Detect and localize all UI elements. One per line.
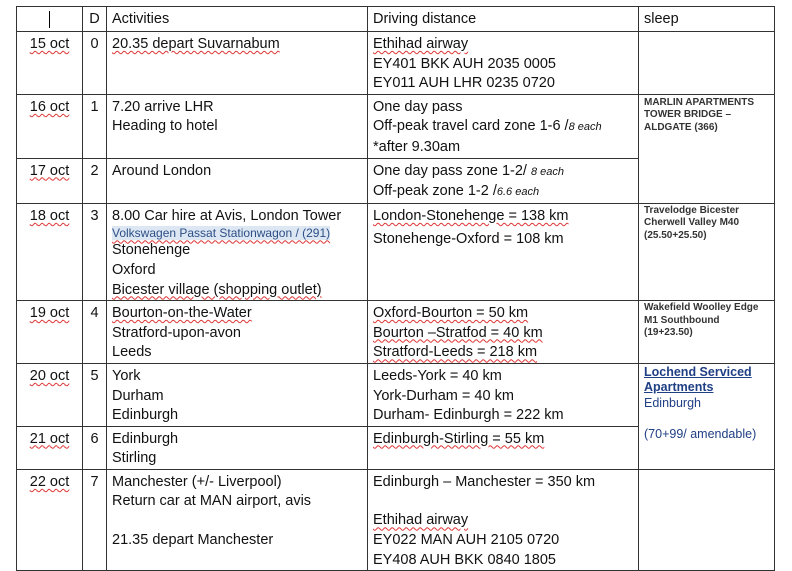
table-row bbox=[17, 301, 775, 364]
header-cell-blank bbox=[17, 7, 83, 32]
date-cell: 22 oct bbox=[17, 469, 83, 570]
lochend-price: (70+99/ amendable) bbox=[644, 426, 757, 441]
day-cell: 7 bbox=[83, 469, 107, 570]
driving-cell: Edinburgh-Stirling = 55 km bbox=[368, 426, 639, 469]
date-cell: 20 oct bbox=[17, 363, 83, 426]
day-cell: 0 bbox=[83, 32, 107, 95]
lochend-city: Edinburgh bbox=[644, 395, 701, 410]
day-cell: 1 bbox=[83, 94, 107, 158]
highlighted-car-text: Volkswagen Passat Stationwagon / (291) bbox=[112, 226, 331, 241]
header-sleep: sleep bbox=[639, 7, 775, 32]
driving-cell: One day pass Off-peak travel card zone 1-6 /8 each *after 9.30am bbox=[368, 94, 639, 158]
day-cell: 2 bbox=[83, 158, 107, 203]
lochend-name: Lochend Serviced Apartments bbox=[644, 364, 752, 395]
activities-cell: 7.20 arrive LHR Heading to hotel bbox=[107, 94, 368, 158]
driving-cell: Edinburgh – Manchester = 350 km Ethihad airway EY022 MAN AUH 2105 0720 EY408 AUH BKK 0840 1805 bbox=[368, 469, 639, 570]
table-row bbox=[17, 32, 775, 95]
day-cell: 3 bbox=[83, 203, 107, 300]
day-cell: 5 bbox=[83, 363, 107, 426]
driving-cell: Ethihad airway EY401 BKK AUH 2035 0005 EY011 AUH LHR 0235 0720 bbox=[368, 32, 639, 95]
activities-cell: Edinburgh Stirling bbox=[107, 426, 368, 469]
table-row bbox=[17, 94, 775, 158]
table-row bbox=[17, 363, 775, 426]
driving-cell: One day pass zone 1-2/ 8 each Off-peak zone 1-2 /6.6 each bbox=[368, 158, 639, 203]
activities-cell: Around London bbox=[107, 158, 368, 203]
sleep-cell-marlin: MARLIN APARTMENTS TOWER BRIDGE – ALDGATE (366) bbox=[639, 94, 775, 203]
day-cell: 4 bbox=[83, 301, 107, 364]
sleep-cell-lochend bbox=[639, 363, 775, 469]
activities-cell: 20.35 depart Suvarnabum bbox=[107, 32, 368, 95]
text-cursor bbox=[49, 11, 50, 28]
activities-cell: Manchester (+/- Liverpool) Return car at MAN airport, avis 21.35 depart Manchester bbox=[107, 469, 368, 570]
header-row bbox=[17, 7, 775, 32]
date-cell: 21 oct bbox=[17, 426, 83, 469]
itinerary-table bbox=[16, 6, 775, 571]
header-day: D bbox=[83, 7, 107, 32]
date-cell: 18 oct bbox=[17, 203, 83, 300]
activities-cell: 8.00 Car hire at Avis, London Tower Volkswagen Passat Stationwagon / (291) Stonehenge Oxford Bicester village (shopping outlet) bbox=[107, 203, 368, 300]
sleep-cell-wakefield: Wakefield Woolley Edge M1 Southbound (19+23.50) bbox=[639, 301, 775, 364]
day-cell: 6 bbox=[83, 426, 107, 469]
driving-cell: London-Stonehenge = 138 km Stonehenge-Oxford = 108 km bbox=[368, 203, 639, 300]
date-cell: 15 oct bbox=[17, 32, 83, 95]
header-activities: Activities bbox=[107, 7, 368, 32]
table-row bbox=[17, 203, 775, 300]
driving-cell: Leeds-York = 40 km York-Durham = 40 km Durham- Edinburgh = 222 km bbox=[368, 363, 639, 426]
activities-cell: Bourton-on-the-Water Stratford-upon-avon Leeds bbox=[107, 301, 368, 364]
date-cell: 16 oct bbox=[17, 94, 83, 158]
date-cell: 17 oct bbox=[17, 158, 83, 203]
date-cell: 19 oct bbox=[17, 301, 83, 364]
header-driving: Driving distance bbox=[368, 7, 639, 32]
driving-cell: Oxford-Bourton = 50 km Bourton –Stratfod = 40 km Stratford-Leeds = 218 km bbox=[368, 301, 639, 364]
sleep-cell-travelodge: Travelodge Bicester Cherwell Valley M40 (25.50+25.50) bbox=[639, 203, 775, 300]
sleep-cell-empty bbox=[639, 32, 775, 95]
activities-cell: York Durham Edinburgh bbox=[107, 363, 368, 426]
